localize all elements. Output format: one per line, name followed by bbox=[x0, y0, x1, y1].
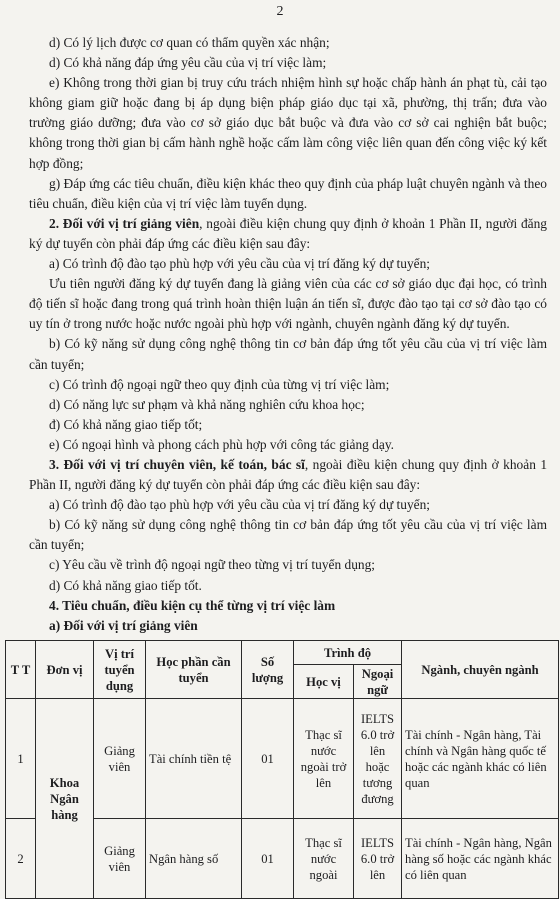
cell-hoc-vi: Thạc sĩ nước ngoài trở lên bbox=[294, 699, 354, 819]
header-don-vi: Đơn vị bbox=[36, 641, 94, 699]
section-2-paragraph bbox=[29, 214, 547, 254]
header-vi-tri: Vị trí tuyển dụng bbox=[94, 641, 146, 699]
header-so-luong: Số lượng bbox=[242, 641, 294, 699]
section-4a-heading: a) Đối với vị trí giảng viên bbox=[49, 617, 198, 633]
section-2-text: , ngoài điều kiện chung quy định ở khoản 1 Phần II, người đăng ký dự tuyển còn phải đáp ứng các điều kiện sau đây: bbox=[29, 215, 547, 251]
cell-don-vi: Khoa Ngân hàng bbox=[36, 699, 94, 899]
header-tt: T T bbox=[6, 641, 36, 699]
cell-tt: 1 bbox=[6, 699, 36, 819]
section-3-text: , ngoài điều kiện chung quy định ở khoản 1 Phần II, người đăng ký dự tuyển còn phải đáp ứng các điều kiện sau đây: bbox=[29, 456, 548, 493]
paragraph: e) Không trong thời gian bị truy cứu trách nhiệm hình sự hoặc chấp hành án phạt tù, cải tạo không giam giữ hoặc đang bị áp dụng biện pháp giáo dục tại xã, phường, thị trấn; đưa vào trường giáo dưỡng; đưa vào cơ sở giáo dục bắt buộc và đưa vào cơ sở cai nghiện bắt buộc; không trong thời gian bị cấm hành nghề hoặc cấm làm công việc liên quan đến công việc ký kết hợp đồng; bbox=[29, 75, 547, 171]
table-header-row bbox=[6, 641, 559, 665]
cell-hoc-phan: Tài chính tiền tệ bbox=[146, 699, 242, 819]
cell-nganh: Tài chính - Ngân hàng, Ngân hàng số hoặc các ngành khác có liên quan bbox=[402, 819, 559, 899]
header-nganh: Ngành, chuyên ngành bbox=[402, 641, 559, 699]
paragraph: b) Có kỹ năng sử dụng công nghệ thông tin cơ bản đáp ứng tốt yêu cầu của vị trí việc làm cần tuyển; bbox=[29, 336, 547, 372]
paragraph: c) Có trình độ ngoại ngữ theo quy định của từng vị trí việc làm; bbox=[49, 376, 390, 392]
paragraph: e) Có ngoại hình và phong cách phù hợp với công tác giảng dạy. bbox=[49, 436, 394, 452]
paragraph: b) Có kỹ năng sử dụng công nghệ thông tin cơ bản đáp ứng tốt yêu cầu của vị trí việc làm cần tuyển; bbox=[29, 517, 547, 553]
paragraph: d) Có lý lịch được cơ quan có thẩm quyền xác nhận; bbox=[49, 35, 330, 50]
cell-so-luong: 01 bbox=[242, 699, 294, 819]
table-row bbox=[6, 699, 559, 819]
document-body bbox=[29, 33, 547, 636]
header-ngoai-ngu: Ngoại ngữ bbox=[354, 665, 402, 699]
paragraph: a) Có trình độ đào tạo phù hợp với yêu cầu của vị trí đăng ký dự tuyển; bbox=[49, 256, 431, 272]
section-3-heading: 3. Đối với vị trí chuyên viên, kế toán, bác sĩ bbox=[49, 456, 305, 472]
paragraph: d) Có khả năng đáp ứng yêu cầu của vị trí việc làm; bbox=[49, 55, 327, 71]
section-4-heading: 4. Tiêu chuẩn, điều kiện cụ thể từng vị trí việc làm bbox=[49, 597, 336, 613]
cell-hoc-vi: Thạc sĩ nước ngoài bbox=[294, 819, 354, 899]
cell-vi-tri: Giảng viên bbox=[94, 699, 146, 819]
paragraph: d) Có năng lực sư phạm và khả năng nghiên cứu khoa học; bbox=[49, 396, 365, 412]
cell-ngoai-ngu: IELTS 6.0 trở lên hoặc tương đương bbox=[354, 699, 402, 819]
paragraph: d) Có khả năng giao tiếp tốt. bbox=[49, 577, 202, 593]
section-3-paragraph bbox=[29, 455, 547, 495]
cell-ngoai-ngu: IELTS 6.0 trở lên bbox=[354, 819, 402, 899]
paragraph: đ) Có khả năng giao tiếp tốt; bbox=[49, 416, 203, 432]
paragraph: Ưu tiên người đăng ký dự tuyển đang là giảng viên của các cơ sở giáo dục đại học, có trình độ tiến sĩ hoặc đang trong quá trình hoàn thiện luận án tiến sĩ, được đào tạo tại cơ sở đào tạo có uy tín ở trong nước hoặc nước ngoài phù hợp với ngành, chuyên ngành đăng ký dự tuyển. bbox=[29, 276, 547, 332]
header-trinh-do: Trình độ bbox=[294, 641, 402, 665]
cell-tt: 2 bbox=[6, 819, 36, 899]
header-hoc-phan: Học phần cần tuyển bbox=[146, 641, 242, 699]
positions-table bbox=[5, 640, 559, 899]
paragraph: g) Đáp ứng các tiêu chuẩn, điều kiện khác theo quy định của pháp luật chuyên ngành và theo tiêu chuẩn, điều kiện của vị trí việc làm tuyển dụng. bbox=[29, 175, 547, 211]
page-number: 2 bbox=[276, 4, 284, 19]
cell-vi-tri: Giảng viên bbox=[94, 819, 146, 899]
cell-hoc-phan: Ngân hàng số bbox=[146, 819, 242, 899]
paragraph: a) Có trình độ đào tạo phù hợp với yêu cầu của vị trí đăng ký dự tuyển; bbox=[49, 497, 431, 513]
header-hoc-vi: Học vị bbox=[294, 665, 354, 699]
paragraph: c) Yêu cầu về trình độ ngoại ngữ theo từng vị trí tuyển dụng; bbox=[49, 557, 376, 573]
cell-so-luong: 01 bbox=[242, 819, 294, 899]
cell-nganh: Tài chính - Ngân hàng, Tài chính và Ngân hàng quốc tế hoặc các ngành khác có liên quan bbox=[402, 699, 559, 819]
section-2-heading: 2. Đối với vị trí giảng viên bbox=[49, 215, 200, 231]
